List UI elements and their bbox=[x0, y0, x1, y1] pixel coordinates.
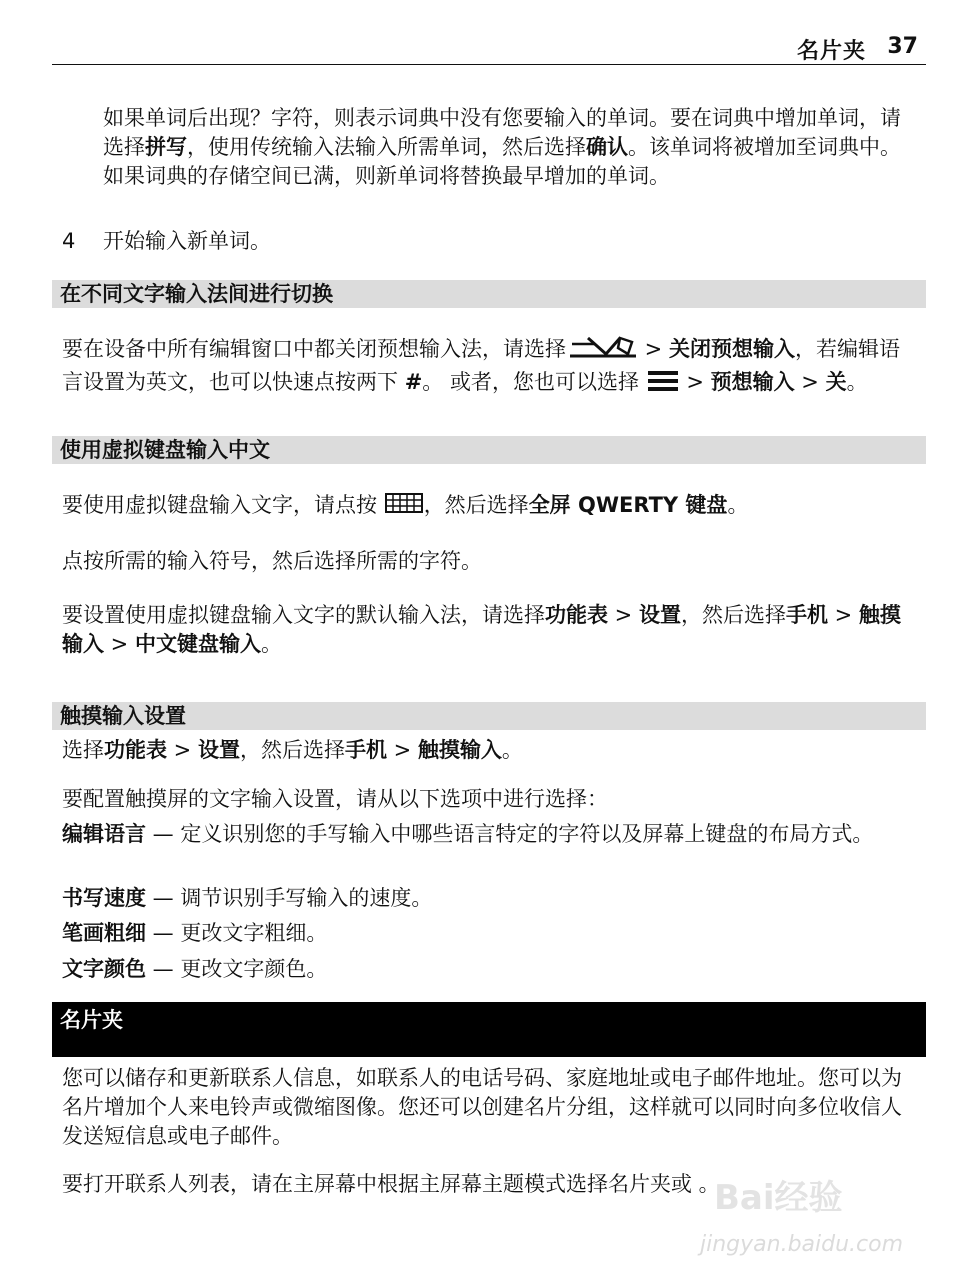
contacts-paragraph-2: 要打开联系人列表，请在主屏幕中根据主屏幕主题模式选择名片夹或 。 bbox=[62, 1172, 720, 1196]
page-header bbox=[52, 30, 926, 65]
header-title: 名片夹 bbox=[796, 39, 866, 64]
watermark-logo: Bai经验 bbox=[714, 1178, 843, 1218]
keyboard-icon bbox=[384, 490, 424, 524]
section-header-vkb: 使用虚拟键盘输入中文 bbox=[52, 436, 926, 464]
step-text: 开始输入新单词。 bbox=[103, 229, 271, 253]
option-stroke-width: 笔画粗细 — 更改文字粗细。 bbox=[62, 921, 328, 945]
page-number: 37 bbox=[887, 34, 918, 59]
section-header-switch: 在不同文字输入法间进行切换 bbox=[52, 280, 926, 308]
step-number: 4 bbox=[62, 229, 76, 253]
intro-paragraph: 如果单词后出现？字符，则表示词典中没有您要输入的单词。要在词典中增加单词，请选择拼写，使用传统输入法输入所需单词，然后选择确认。该单词将被增加至词典中。如果词典的存储空间已满，则新单词将替换最早增加的单词。 bbox=[103, 106, 901, 188]
option-text-color: 文字颜色 — 更改文字颜色。 bbox=[62, 957, 328, 981]
touch-paragraph-1: 选择功能表 > 设置，然后选择手机 > 触摸输入。 bbox=[62, 738, 523, 762]
section-header-touch: 触摸输入设置 bbox=[52, 702, 926, 730]
chapter-header: 名片夹 bbox=[52, 1002, 926, 1057]
touch-paragraph-2: 要配置触摸屏的文字输入设置，请从以下选项中进行选择： bbox=[62, 787, 608, 811]
switch-paragraph: 要在设备中所有编辑窗口中都关闭预想输入法，请选择 > 关闭预想输入，若编辑语言设置为英文，也可以快速点按两下 #。 或者，您也可以选择 > 预想输入 > 关。 bbox=[62, 334, 918, 401]
contacts-paragraph-1: 您可以储存和更新联系人信息，如联系人的电话号码、家庭地址或电子邮件地址。您可以为名片增加个人来电铃声或微缩图像。您还可以创建名片分组，这样就可以同时向多位收信人发送短信息或电子邮件。 bbox=[62, 1066, 902, 1148]
watermark-url: jingyan.baidu.com bbox=[700, 1232, 904, 1257]
vkb-paragraph-3: 要设置使用虚拟键盘输入文字的默认输入法，请选择功能表 > 设置，然后选择手机 > 触摸输入 > 中文键盘输入。 bbox=[62, 603, 901, 656]
option-writing-speed: 书写速度 — 调节识别手写输入的速度。 bbox=[62, 886, 433, 910]
watermark bbox=[700, 1170, 920, 1270]
menu-icon bbox=[646, 369, 680, 401]
option-edit-language: 编辑语言 — 定义识别您的手写输入中哪些语言特定的字符以及屏幕上键盘的布局方式。 bbox=[62, 822, 874, 846]
options-pen-icon bbox=[566, 334, 638, 368]
vkb-paragraph-2: 点按所需的输入符号，然后选择所需的字符。 bbox=[62, 549, 482, 573]
vkb-paragraph-1: 要使用虚拟键盘输入文字，请点按 ，然后选择全屏 QWERTY 键盘。 bbox=[62, 490, 918, 524]
